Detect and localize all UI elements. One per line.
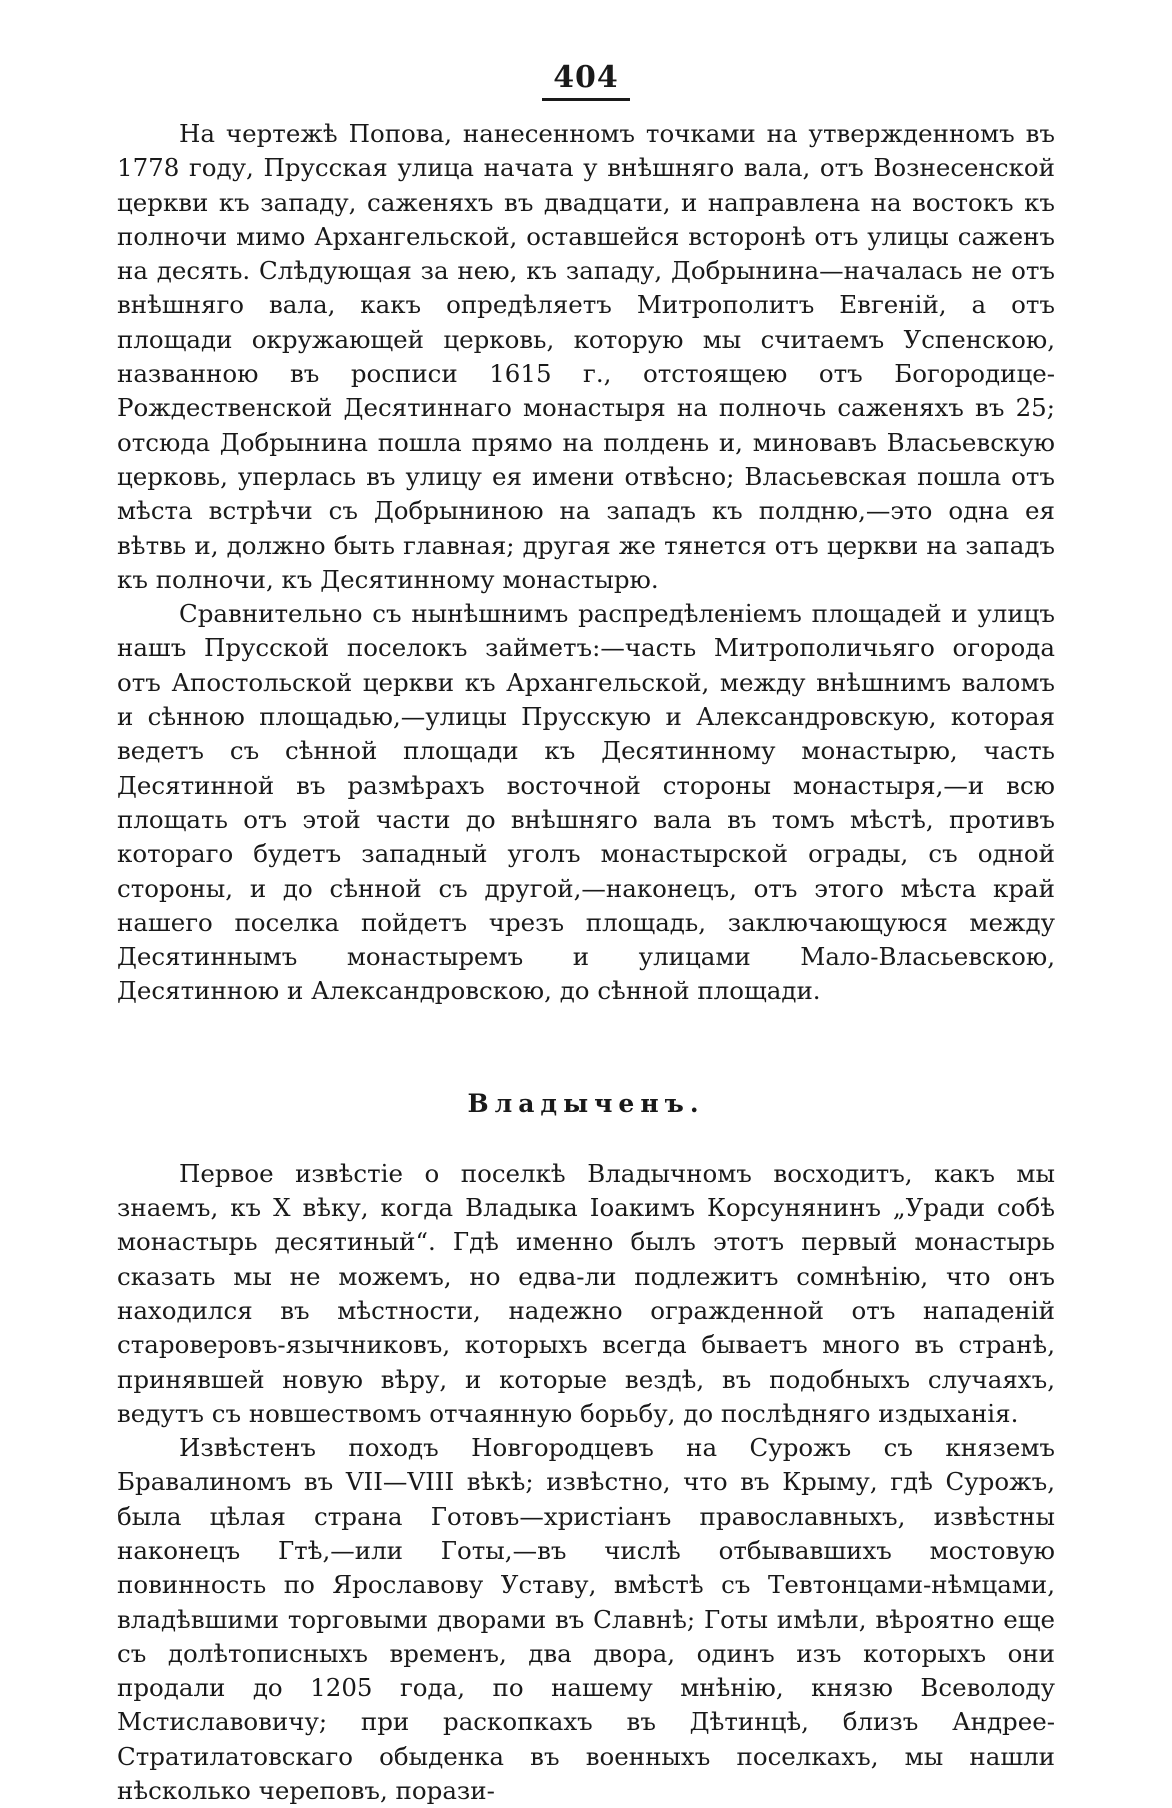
paragraph-prussian-street: На чертежѣ Попова, нанесенномъ точками на утвержденномъ въ 1778 году, Прусская улица начата у внѣшняго вала, отъ Вознесенской церкви къ западу, саженяхъ въ двадцати, и направлена на востокъ къ полночи мимо Архангельской, оставшейся всторонѣ отъ улицы саженъ на десять. Слѣдующая за нею, къ западу, Добрынина—началась не отъ внѣшняго вала, какъ опредѣляетъ Митрополитъ Евгеній, а отъ площади окружающей церковь, которую мы считаемъ Успенскою, названною въ росписи 1615 г., отстоящею отъ Богородице-Рождественской Десятиннаго монастыря на полночь саженяхъ въ 25; отсюда Добрынина пошла прямо на полдень и, миновавъ Власьевскую церковь, уперлась въ улицу ея имени отвѣсно; Власьевская пошла отъ мѣста встрѣчи съ Добрыниною на западъ къ полдню,—это одна ея вѣтвь и, должно быть главная; другая же тянется отъ церкви на западъ къ полночи, къ Десятинному монастырю.: [117, 119, 1055, 594]
paragraph-novgorod-campaign: Извѣстенъ походъ Новгородцевъ на Сурожъ съ княземъ Бравалиномъ въ VII—VIII вѣкѣ; извѣстно, что въ Крыму, гдѣ Сурожъ, была цѣлая страна Готовъ—христіанъ православныхъ, извѣстны наконецъ Гтѣ,—или Готы,—въ числѣ отбывавшихъ мостовую повинность по Ярославову Уставу, вмѣстѣ съ Тевтонцами-нѣмцами, владѣвшими торговыми дворами въ Славнѣ; Готы имѣли, вѣроятно еще съ долѣтописныхъ временъ, два двора, одинъ изъ которыхъ они продали до 1205 года, по нашему мнѣнію, князю Всеволоду Мстиславовичу; при раскопкахъ въ Дѣтинцѣ, близъ Андрее-Стратилатовскаго обыденка въ военныхъ поселкахъ, мы нашли нѣсколько череповъ, порази-: [117, 1433, 1055, 1806]
page-number: 404: [553, 60, 619, 95]
book-page: [117, 58, 1055, 1806]
page-number-rule: [542, 98, 630, 101]
paragraph-prussian-settlement: Сравнительно съ нынѣшнимъ распредѣленіемъ площадей и улицъ нашъ Прусской поселокъ займетъ:—часть Митрополичьяго огорода отъ Апостольской церкви къ Архангельской, между внѣшнимъ валомъ и сѣнною площадью,—улицы Прусскую и Александровскую, которая ведетъ съ сѣнной площади къ Десятинному монастырю, часть Десятинной въ размѣрахъ восточной стороны монастыря,—и всю площать отъ этой части до внѣшняго вала въ томъ мѣстѣ, противъ котораго будетъ западный уголъ монастырской ограды, съ одной стороны, и до сѣнной съ другой,—наконецъ, отъ этого мѣста край нашего поселка пойдетъ чрезъ площадь, заключающуюся между Десятиннымъ монастыремъ и улицами Мало-Власьевскою, Десятинною и Александровскою, до сѣнной площади.: [117, 599, 1055, 1006]
paragraph-vladychny-first-mention: Первое извѣстіе о поселкѣ Владычномъ восходитъ, какъ мы знаемъ, къ X вѣку, когда Владыка Іоакимъ Корсунянинъ „Уради собѣ монастырь десятиный“. Гдѣ именно былъ этотъ первый монастырь сказать мы не можемъ, но едва-ли подлежитъ сомнѣнію, что онъ находился въ мѣстности, надежно огражденной отъ нападеній староверовъ-язычниковъ, которыхъ всегда бываетъ много въ странѣ, принявшей новую вѣру, и которые вездѣ, въ подобныхъ случаяхъ, ведутъ съ новшествомъ отчаянную борьбу, до послѣдняго издыханія.: [117, 1158, 1055, 1428]
section-title: Владыченъ.: [467, 1088, 705, 1118]
